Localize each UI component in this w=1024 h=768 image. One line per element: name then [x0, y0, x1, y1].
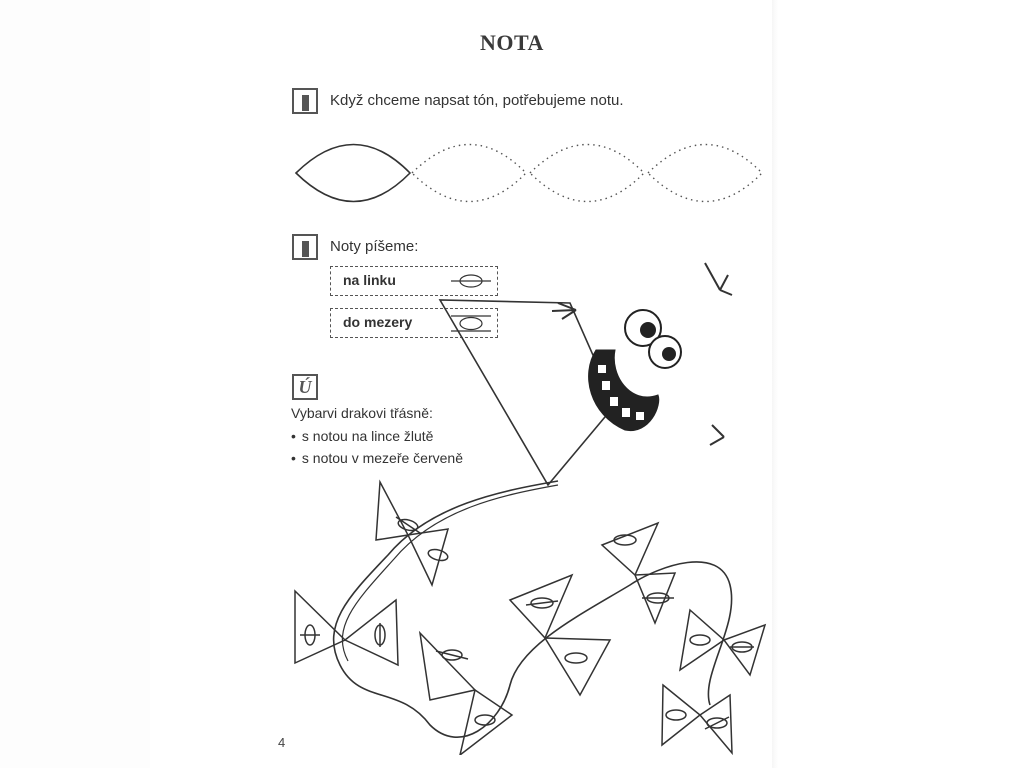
kite-illustration: [280, 255, 780, 755]
note-tracing-row: [290, 130, 770, 210]
task-title: Vybarvi drakovi třásně:: [291, 405, 433, 421]
tail-bow-5: [602, 523, 675, 623]
kite-body-outline: [440, 300, 615, 485]
tail-bow-4: [510, 575, 610, 695]
info-icon: [292, 88, 318, 114]
kite-body: [430, 255, 550, 483]
note-shape-solid: [296, 145, 410, 202]
page-number: 4: [278, 735, 286, 750]
kite-tail-string: [334, 481, 732, 737]
note-shape-dotted-3: [648, 145, 762, 202]
task-icon: Ú: [292, 374, 318, 400]
note-shape-dotted-1: [412, 145, 526, 202]
note-shape-dotted-2: [530, 145, 644, 202]
task-bullet-1: • s notou na lince žlutě: [291, 428, 433, 444]
kite-mouth: [589, 350, 659, 431]
tail-bow-7: [662, 685, 732, 753]
right-page-edge: [772, 0, 1024, 768]
left-margin: [0, 0, 150, 768]
info-heading-noty: Noty píšeme:: [330, 238, 419, 255]
tail-bow-1: [376, 482, 449, 585]
rule-label: do mezery: [343, 314, 413, 330]
task-bullet-2: • s notou v mezeře červeně: [291, 450, 463, 466]
page-title: NOTA: [480, 30, 544, 55]
rule-label: na linku: [343, 272, 396, 288]
info-text-note: Když chceme napsat tón, potřebujeme notu.: [330, 92, 624, 109]
